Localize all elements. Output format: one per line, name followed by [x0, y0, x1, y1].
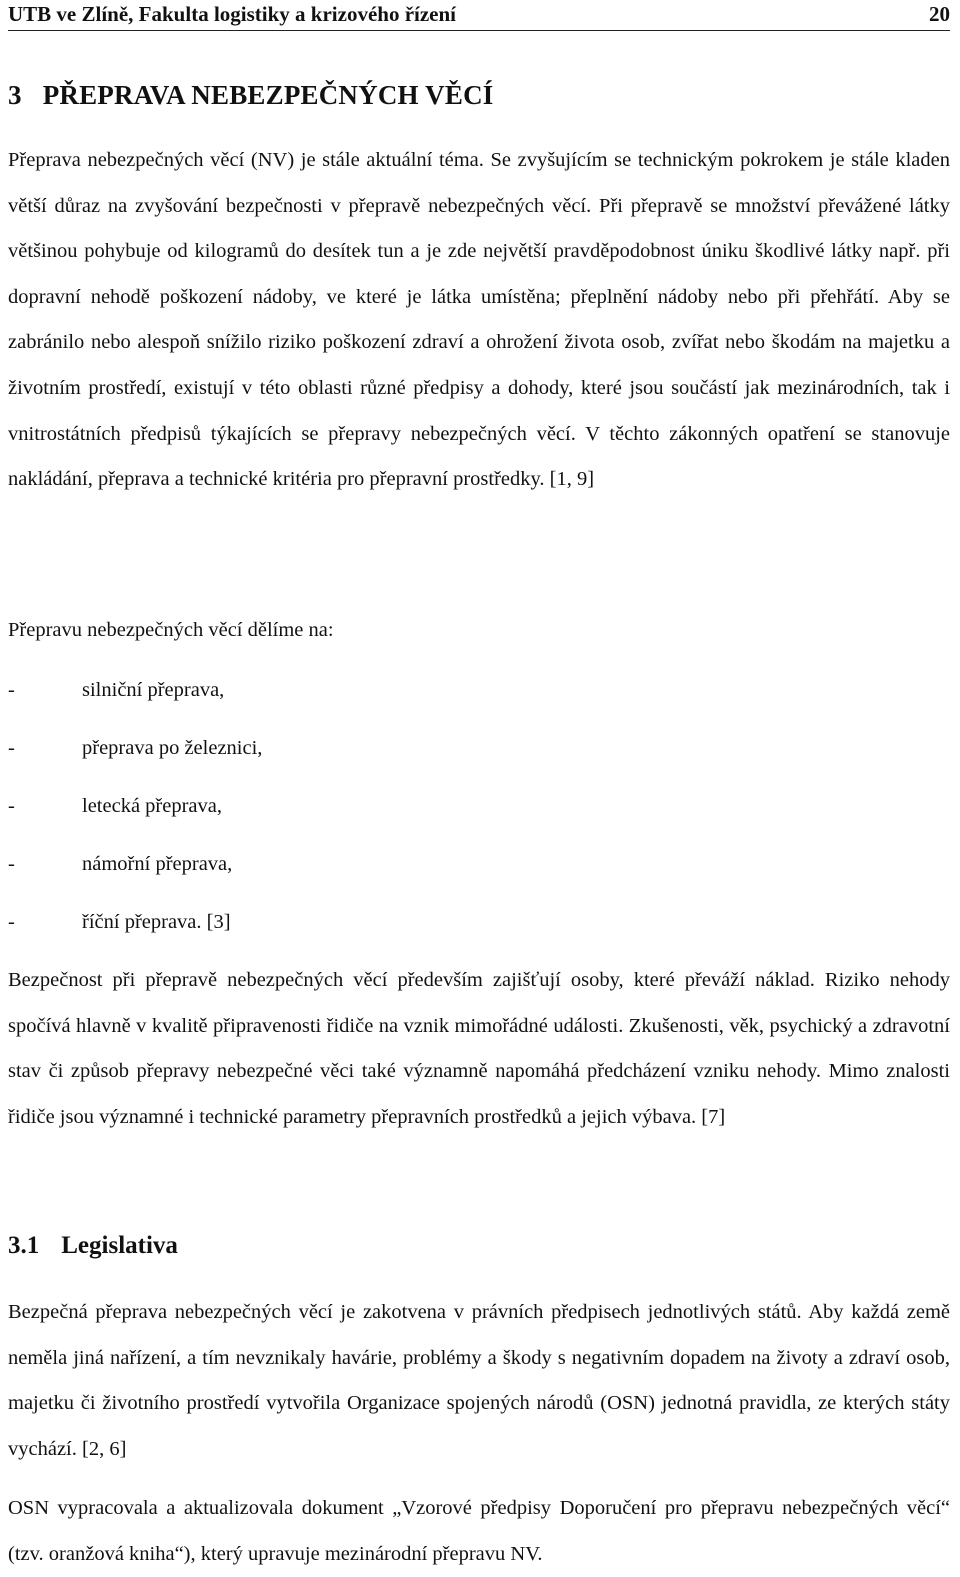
page-number: 20	[929, 2, 950, 26]
list-item-text: silniční přeprava,	[82, 679, 225, 701]
page-header	[8, 0, 950, 31]
section-heading	[8, 1232, 178, 1260]
paragraph-list-intro: Přepravu nebezpečných věcí dělíme na:	[8, 619, 334, 641]
paragraph-intro: Přeprava nebezpečných věcí (NV) je stále aktuální téma. Se zvyšujícím se technickým pokrokem je stále kladen větší důraz na zvyšování bezpečnosti v přepravě nebezpečných věcí. Při přepravě se množství převážené látky většinou pohybuje od kilogramů do desítek tun a je zde největší pravděpodobnost úniku škodlivé látky např. při dopravní nehodě poškození nádoby, ve které je látka umístěna; přeplnění nádoby nebo při přehřátí. Aby se zabránilo nebo alespoň snížilo riziko poškození zdraví a ohrožení života osob, zvířat nebo škodám na majetku a životním prostředí, existují v této oblasti různé předpisy a dohody, které jsou součástí jak mezinárodních, tak i vnitrostátních předpisů týkajících se přepravy nebezpečných věcí. V těchto zákonných opatření se stanovuje nakládání, přeprava a technické kritéria pro přepravní prostředky. [1, 9]	[8, 149, 950, 491]
list-bullet: -	[8, 679, 15, 701]
chapter-number: 3	[8, 80, 22, 110]
list-bullet: -	[8, 737, 15, 759]
list-item	[8, 736, 262, 794]
section-number: 3.1	[8, 1232, 40, 1259]
list-item-text: přeprava po železnici,	[82, 737, 263, 759]
list-bullet: -	[8, 853, 15, 875]
paragraph-safety: Bezpečnost při přepravě nebezpečných věcí především zajišťují osoby, které převáží náklad. Riziko nehody spočívá hlavně v kvalitě připravenosti řidiče na vznik mimořádné události. Zkušenosti, věk, psychický a zdravotní stav či způsob přepravy nebezpečné věci také významně napomáhá předcházení vzniku nehody. Mimo znalosti řidiče jsou významné i technické parametry přepravních prostředků a jejich výbava. [7]	[8, 969, 950, 1128]
list-item-text: námořní přeprava,	[82, 853, 233, 875]
chapter-title: PŘEPRAVA NEBEZPEČNÝCH VĚCÍ	[42, 80, 494, 110]
list-item	[8, 794, 262, 852]
transport-list	[8, 678, 262, 968]
chapter-heading	[8, 80, 494, 111]
list-item-text: říční přeprava. [3]	[82, 911, 231, 933]
list-item	[8, 678, 262, 736]
list-item-text: letecká přeprava,	[82, 795, 222, 817]
list-bullet: -	[8, 911, 15, 933]
section-title: Legislativa	[61, 1232, 178, 1259]
list-bullet: -	[8, 795, 15, 817]
paragraph-legislation: Bezpečná přeprava nebezpečných věcí je zakotvena v právních předpisech jednotlivých států. Aby každá země neměla jiná nařízení, a tím nevznikaly havárie, problémy a škody s negativním dopadem na životy a zdraví osob, majetku či životního prostředí vytvořila Organizace spojených národů (OSN) jednotná pravidla, ze kterých státy vychází. [2, 6]	[8, 1301, 950, 1460]
header-title: UTB ve Zlíně, Fakulta logistiky a krizového řízení	[8, 2, 457, 26]
list-item	[8, 852, 262, 910]
document-page	[8, 0, 950, 1565]
paragraph-osn: OSN vypracovala a aktualizovala dokument „Vzorové předpisy Doporučení pro přepravu nebezpečných věcí“ (tzv. oranžová kniha“), který upravuje mezinárodní přepravu NV.	[8, 1497, 950, 1565]
